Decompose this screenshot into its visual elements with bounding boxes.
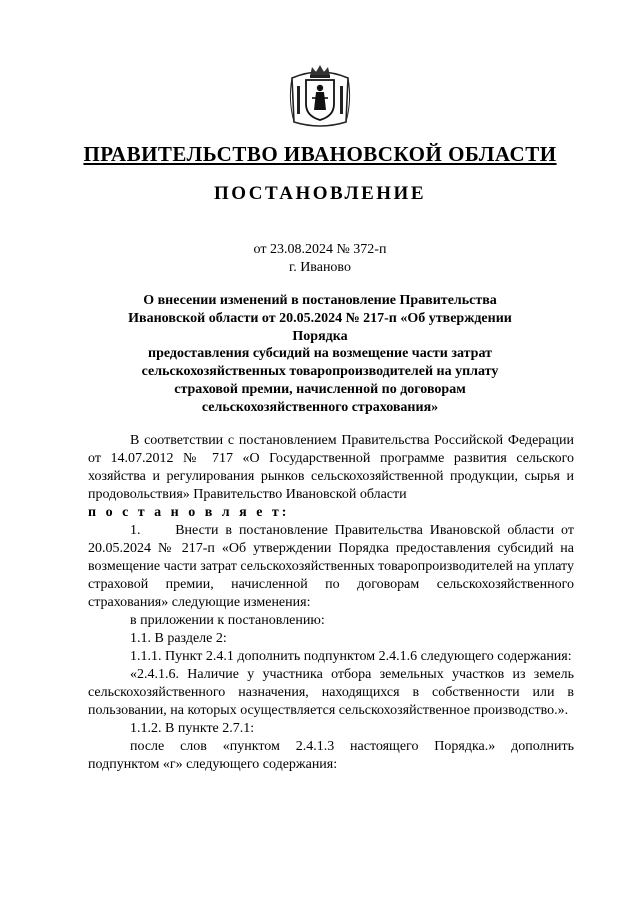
preamble-paragraph: В соответствии с постановлением Правительства Российской Федерации от 14.07.2012 № 717 «О Государственной программе развития сельского хозяйства и регулирования рынков сельскохозяйственной продукции, сырья и продовольствия» Правительство Ивановской области xyxy=(88,433,574,502)
quote-paragraph: «2.4.1.6. Наличие у участника отбора земельных участков из земель сельскохозяйственного назначения, находящихся в собственности или в пользовании, на которых осуществляется сельскохозяйственное производство.». xyxy=(88,667,574,718)
subject-line: сельскохозяйственного страхования» xyxy=(201,399,439,415)
document-date-number: от 23.08.2024 № 372-п xyxy=(253,242,387,257)
after-words-paragraph: после слов «пунктом 2.4.1.3 настоящего Порядка.» дополнить подпунктом «г» следующего содержания: xyxy=(88,739,574,772)
subject-line: предоставления субсидий на возмещение части затрат xyxy=(148,346,492,362)
item-1-1-2-paragraph: 1.1.2. В пункте 2.7.1: xyxy=(130,721,255,736)
subject-line: О внесении изменений в постановление Правительства xyxy=(143,293,497,308)
appendix-paragraph: в приложении к постановлению: xyxy=(130,613,325,628)
document-body xyxy=(88,432,574,774)
organization-title: ПРАВИТЕЛЬСТВО ИВАНОВСКОЙ ОБЛАСТИ xyxy=(83,142,557,166)
subject-line: страховой премии, начисленной по договорам xyxy=(174,381,466,397)
coat-of-arms-icon xyxy=(286,64,354,130)
item-1-paragraph: 1. Внести в постановление Правительства Ивановской области от 20.05.2024 № 217-п «Об утверждении Порядка предоставления субсидий на возмещение части затрат сельскохозяйственных товаропроизводителей на уплату страховой премии, начисленной по договорам сельскохозяйственного страхования» следующие изменения: xyxy=(88,523,574,610)
section-paragraph: 1.1. В разделе 2: xyxy=(130,631,227,646)
subject-line: сельскохозяйственных товаропроизводителей на уплату xyxy=(141,364,499,380)
resolves-word: п о с т а н о в л я е т: xyxy=(88,505,290,520)
item-1-1-1-paragraph: 1.1.1. Пункт 2.4.1 дополнить подпунктом 2.4.1.6 следующего содержания: xyxy=(130,649,572,664)
document-subject xyxy=(110,292,530,417)
document-city: г. Иваново xyxy=(289,260,351,275)
subject-line: Ивановской области от 20.05.2024 № 217-п «Об утверждении Порядка xyxy=(128,310,512,344)
document-type: ПОСТАНОВЛЕНИЕ xyxy=(213,183,427,204)
